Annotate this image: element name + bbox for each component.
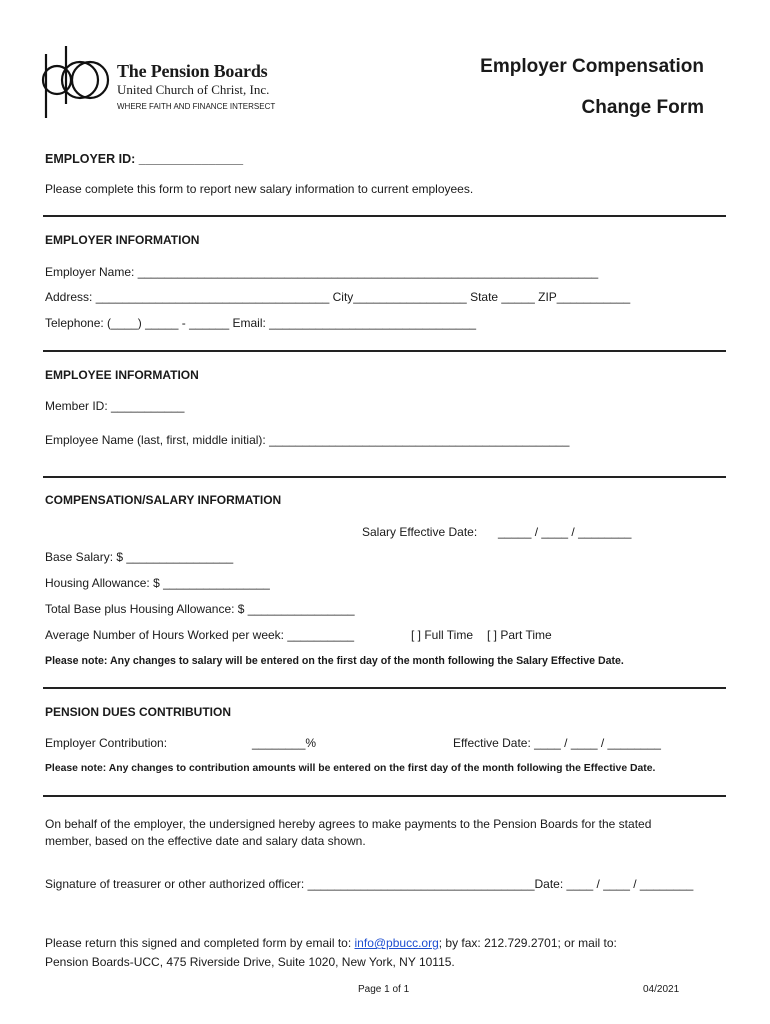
- pension-heading: PENSION DUES CONTRIBUTION: [45, 705, 232, 719]
- employee-info-heading: EMPLOYEE INFORMATION: [45, 368, 199, 382]
- mailing-address: Pension Boards-UCC, 475 Riverside Drive, Suite 1020, New York, NY 10115.: [45, 955, 455, 969]
- salary-effective-date-label: Salary Effective Date:: [362, 525, 478, 539]
- contribution-effective-date-field[interactable]: Effective Date: ____ / ____ / ________: [453, 736, 661, 750]
- member-id-field[interactable]: Member ID: ___________: [45, 399, 185, 413]
- org-name: The Pension Boards: [117, 61, 268, 81]
- org-subtitle: United Church of Christ, Inc.: [117, 82, 270, 97]
- return-suffix: ; by fax: 212.729.2701; or mail to:: [438, 936, 617, 950]
- hours-per-week-field[interactable]: Average Number of Hours Worked per week: __________: [45, 628, 355, 642]
- agreement-line1: On behalf of the employer, the undersigned hereby agrees to make payments to the Pension Boards for the stated: [45, 817, 652, 831]
- page-number: Page 1 of 1: [358, 984, 410, 995]
- email-link[interactable]: info@pbucc.org: [354, 936, 439, 950]
- section-divider: [43, 476, 726, 478]
- employer-contribution-label: Employer Contribution:: [45, 736, 168, 750]
- section-divider: [43, 795, 726, 797]
- agreement-line2: member, based on the effective date and salary data shown.: [45, 834, 366, 848]
- address-field[interactable]: Address: ___________________________________ City_________________ State _____ ZIP___________: [45, 290, 631, 304]
- return-prefix: Please return this signed and completed form by email to:: [45, 936, 352, 950]
- form-title-line1: Employer Compensation: [480, 56, 704, 77]
- employer-id-field[interactable]: EMPLOYER ID: _______________: [45, 152, 244, 166]
- signature-date-field[interactable]: Signature of treasurer or other authorized officer: __________________________________Date: ____ / ____ / ________: [45, 877, 694, 891]
- employee-name-field[interactable]: Employee Name (last, first, middle initial): _____________________________________________: [45, 433, 570, 447]
- salary-note: Please note: Any changes to salary will be entered on the first day of the month following the Salary Effective Date.: [45, 655, 624, 667]
- form-date-code: 04/2021: [643, 984, 680, 995]
- base-salary-field[interactable]: Base Salary: $ ________________: [45, 550, 234, 564]
- logo: [40, 44, 290, 120]
- employer-info-heading: EMPLOYER INFORMATION: [45, 233, 200, 247]
- housing-allowance-field[interactable]: Housing Allowance: $ ________________: [45, 576, 270, 590]
- section-divider: [43, 687, 726, 689]
- compensation-heading: COMPENSATION/SALARY INFORMATION: [45, 493, 282, 507]
- contribution-note: Please note: Any changes to contribution amounts will be entered on the first day of the month following the Effective Date.: [45, 763, 656, 774]
- instructions-text: Please complete this form to report new salary information to current employees.: [45, 182, 474, 196]
- org-tagline: WHERE FAITH AND FINANCE INTERSECT: [117, 102, 276, 111]
- employer-contribution-field[interactable]: ________%: [252, 736, 317, 750]
- telephone-email-field[interactable]: Telephone: (____) _____ - ______ Email: _______________________________: [45, 316, 477, 330]
- salary-effective-date-field[interactable]: _____ / ____ / ________: [498, 525, 632, 539]
- full-time-checkbox[interactable]: [ ] Full Time: [411, 628, 474, 642]
- form-title-line2: Change Form: [581, 97, 704, 118]
- section-divider: [43, 350, 726, 352]
- return-instructions: [45, 936, 617, 950]
- pension-boards-logo-icon: [40, 44, 112, 120]
- employer-name-field[interactable]: Employer Name: _____________________________________________________________________: [45, 265, 599, 279]
- section-divider: [43, 215, 726, 217]
- total-base-housing-field[interactable]: Total Base plus Housing Allowance: $ ________________: [45, 602, 355, 616]
- part-time-checkbox[interactable]: [ ] Part Time: [487, 628, 552, 642]
